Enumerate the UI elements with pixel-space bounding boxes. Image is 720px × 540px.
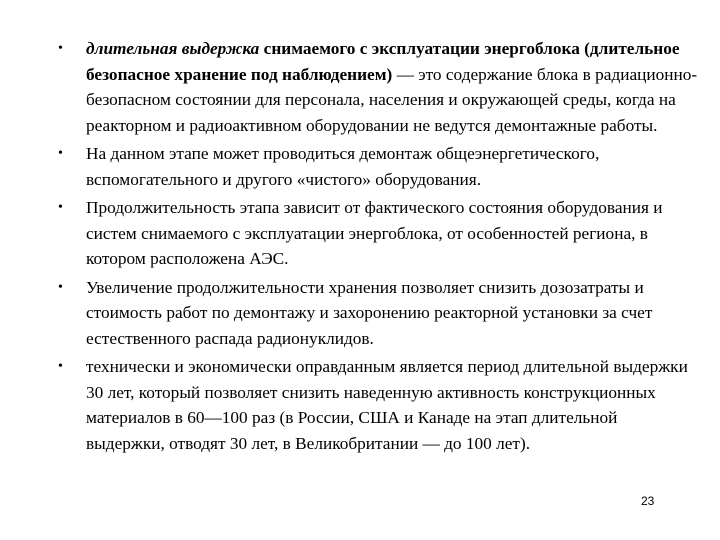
bullet-lead: снимаемого с эксплуатации энергоблока (длительное безопасное хранение под наблюдением) [86,39,680,84]
bullet-text: На данном этапе может проводиться демонтаж общеэнергетического, вспомогательного и другого «чистого» оборудования. [86,144,600,189]
bullet-text: Продолжительность этапа зависит от фактического состояния оборудования и систем снимаемого с эксплуатации энергоблока, от особенностей региона, в котором расположена АЭС. [86,198,663,268]
bullet-item-3 [58,195,698,272]
bullet-text: — это содержание блока в радиационно-безопасном состоянии для персонала, населения и окружающей среды, когда на реакторном и радиоактивном оборудовании не ведутся демонтажные работы. [86,64,698,135]
bullet-item-4 [58,275,698,352]
bullet-item-5 [58,354,698,456]
bullet-item-2 [58,141,698,192]
bullet-icon: • [58,359,63,374]
bullet-item-1 [58,36,698,138]
bullet-icon: • [58,279,63,295]
bullet-icon: • [58,200,63,215]
bullet-icon: • [58,146,63,161]
bullet-term: длительная выдержка [86,39,260,58]
bullet-text: Увеличение продолжительности хранения позволяет снизить дозозатраты и стоимость работ по демонтажу и захоронению реакторной установки за счет естественного распада радионуклидов. [86,277,653,348]
bullet-icon: • [58,41,63,56]
bullet-list [58,36,698,459]
bullet-text: технически и экономически оправданным является период длительной выдержки 30 лет, который позволяет снизить наведенную активность конструкционных материалов в 60—100 раз (в России, США и Канаде на этап длительной выдержки, отводят 30 лет, в Великобритании — до 100 лет). [86,357,688,453]
page-number: 23 [641,494,655,508]
